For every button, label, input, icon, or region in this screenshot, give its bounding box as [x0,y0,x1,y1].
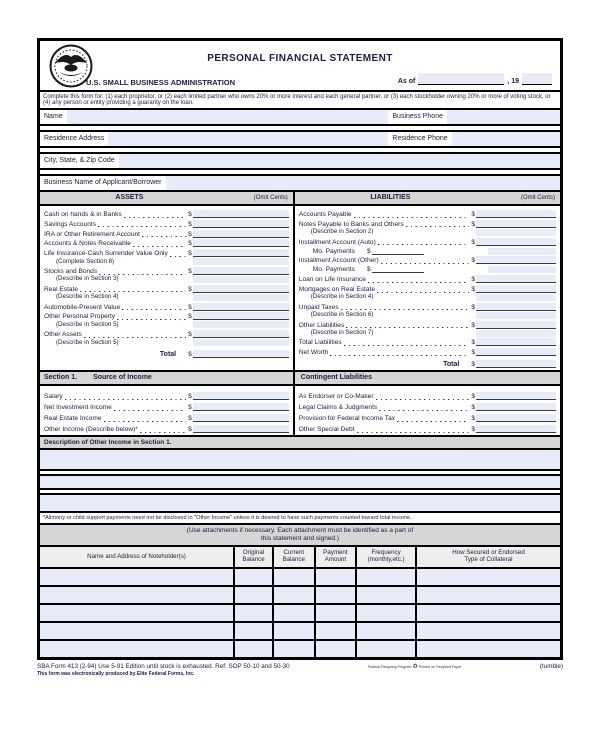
dot-leader [406,222,470,228]
assets-liabilities-table [40,192,560,372]
cell-noteholder[interactable] [40,623,235,639]
dollar-sign: $ [188,351,192,359]
liabilities-header-bar [295,192,560,206]
monthly-payment-label: Mo. Payments [312,266,355,274]
attachments-note-line2: this statement and signed.) [260,534,340,542]
cell-collateral[interactable] [417,569,560,585]
asset-row [44,265,289,275]
city-state-zip-row [40,154,560,170]
amount-field[interactable] [476,256,556,264]
income-row [44,411,289,422]
dollar-sign: $ [366,266,371,274]
dot-leader [99,269,186,275]
residence-phone-field[interactable] [452,132,560,146]
amount-field[interactable] [193,230,289,238]
assets-total-row [44,346,289,360]
note-fill-field[interactable] [476,312,556,319]
residence-phone-label: Residence Phone [392,134,448,142]
amount-field[interactable] [476,210,556,218]
contingent-label: As Endorser or Co-Maker [298,393,374,401]
as-of-line [398,73,552,85]
dot-leader [65,394,186,400]
liability-label: Other Liabilities [298,321,345,329]
note-fill-field[interactable] [193,294,289,301]
section1-title: Source of Income [93,374,152,382]
liability-label: Mortgages on Real Estate [298,285,376,293]
noteholder-table-row [40,641,560,657]
dollar-sign: $ [188,267,192,275]
liability-label: Loan on Life Insurance [298,276,366,284]
col-header-current-balance: Current Balance [274,547,316,567]
business-name-row [40,176,560,192]
income-row [44,422,289,433]
dollar-sign: $ [188,404,192,412]
dollar-sign: $ [188,303,192,311]
asset-label: Life Insurance-Cash Surrender Value Only [44,250,168,258]
name-field[interactable] [67,110,389,124]
asset-row [44,247,289,257]
other-income-description-field[interactable] [40,495,560,513]
dollar-sign: $ [188,230,192,238]
dot-leader [104,416,187,422]
cell-collateral[interactable] [417,623,560,639]
noteholder-table-row [40,605,560,623]
asset-row [44,228,289,238]
liability-row [299,273,556,283]
asset-label: Cash on hands & in Banks [44,210,122,218]
dot-leader [98,222,186,228]
income-column [40,386,295,435]
dot-leader [368,277,469,283]
dot-leader [346,323,469,329]
form-title: PERSONAL FINANCIAL STATEMENT [207,53,393,64]
note-fill-field[interactable] [476,229,556,236]
amount-field[interactable] [476,414,556,422]
asset-label: Other Assets [44,331,82,339]
note-fill-field[interactable] [476,330,556,337]
agency-name: U.S. SMALL BUSINESS ADMINISTRATION [86,78,236,87]
name-row [40,110,560,126]
asset-label: Automobile-Present Value [44,303,121,311]
income-contingent-table [40,386,560,437]
noteholder-table-row [40,623,560,641]
asset-note-row [44,320,289,328]
asset-label: Other Personal Property [44,313,116,321]
liability-label: Installment Account (Auto) [298,238,376,246]
amount-field[interactable] [193,267,289,275]
dot-leader [114,405,186,411]
income-label: Salary [44,393,63,401]
business-name-label: Business Name of Applicant/Borrower [44,178,162,186]
asset-note: (Describe in Section 5) [56,320,119,328]
city-state-zip-label: City, State, & Zip Code [44,156,115,164]
amount-field[interactable] [476,392,556,400]
liabilities-total-label: Total [443,361,460,369]
contingent-column [295,386,560,435]
other-income-description-field[interactable] [40,450,560,471]
residence-row [40,132,560,148]
cell-collateral[interactable] [417,587,560,603]
liabilities-total-field[interactable] [476,360,556,368]
cell-frequency[interactable] [357,641,417,657]
cell-current-balance[interactable] [274,623,316,639]
asset-note: (Describe in Section 3) [56,275,119,283]
cell-frequency[interactable] [357,623,417,639]
amount-field[interactable] [193,330,289,338]
asset-note-row [44,257,289,265]
income-row [44,400,289,411]
dollar-sign: $ [188,393,192,401]
amount-field[interactable] [193,249,289,257]
dollar-sign: $ [471,210,475,218]
dollar-sign: $ [471,404,475,412]
recycle-note [290,663,540,670]
cell-payment-amount[interactable] [316,569,358,585]
dot-leader [330,350,469,356]
as-of-date-field[interactable] [418,73,504,85]
cell-payment-amount[interactable] [316,623,358,639]
liability-note: (Describe in Section 2) [310,228,374,236]
dot-leader [354,212,470,218]
cell-original-balance[interactable] [235,623,274,639]
dot-leader [133,241,186,247]
dollar-sign: $ [471,276,475,284]
asset-row [44,283,289,293]
assets-total-label: Total [159,351,177,359]
sba-form-413 [37,38,563,660]
liability-note: (Describe in Section 4) [310,293,374,301]
liability-row [299,346,556,356]
year-field[interactable] [522,73,552,85]
other-income-description-field[interactable] [40,476,560,490]
dollar-sign: $ [471,321,475,329]
cell-payment-amount[interactable] [316,587,358,603]
amount-field[interactable] [193,312,289,320]
liability-note-row [299,311,556,319]
contingent-row [299,422,556,433]
monthly-payment-field[interactable] [372,247,424,255]
asset-note-row [44,293,289,301]
section1-number: Section 1. [44,374,78,382]
recycle-program-text: Federal Recycling Program [367,664,412,669]
income-label: Other Income (Describe below)* [44,426,138,434]
asset-row [44,238,289,248]
cell-noteholder[interactable] [40,569,235,585]
liability-label: Unpaid Taxes [298,303,339,311]
dollar-sign: $ [471,257,475,265]
cell-original-balance[interactable] [235,641,274,657]
asset-label: IRA or Other Retirement Account [44,230,141,238]
assets-column [40,192,295,370]
col-header-collateral: How Secured or Endorsed Type of Collateral [452,549,525,563]
contingent-row [299,400,556,411]
liability-row [299,218,556,228]
contingent-label: Provision for Federal Income Tax [298,415,396,423]
asset-row [44,208,289,218]
dot-leader [170,251,186,257]
dot-leader [117,314,186,320]
dollar-sign: $ [471,361,475,369]
amount-field[interactable] [476,425,556,433]
asset-note: (Describe in Section 4) [56,293,119,301]
note-fill-field[interactable] [193,276,289,283]
asset-label: Stocks and Bonds [44,267,98,275]
residence-address-field[interactable] [108,132,388,146]
col-header-frequency: Frequency (monthly,etc.) [357,547,417,567]
dot-leader [84,332,186,338]
business-phone-field[interactable] [447,110,560,124]
dollar-sign: $ [188,240,192,248]
liability-note-row [299,228,556,236]
cell-noteholder[interactable] [40,587,235,603]
asset-note: (Describe in Section 5) [56,338,119,346]
contingent-label: Other Special Debt [298,426,355,434]
form-header [40,41,560,92]
dollar-sign: $ [188,426,192,434]
dollar-sign: $ [471,339,475,347]
assets-total-field[interactable] [193,350,289,358]
amount-field[interactable] [476,285,556,293]
col-header-noteholder: Name and Address of Noteholder(s) [40,547,235,567]
instruction-bar: Complete this form for: (1) each proprietor, or (2) each limited partner who owns 20% or more interest and each general partner, or (3) each stockholder owning 20% or more of voting stock, or (4) any person or entity providing a guaranty on the loan. [40,92,560,110]
dot-leader [142,232,186,238]
noteholder-table-header [40,547,560,569]
business-phone-label: Business Phone [392,112,443,120]
dollar-sign: $ [188,250,192,258]
alimony-footnote: *Alimony or child support payments need not be disclosed in "Other Income" unless it is desired to have such payments counted toward total income. [40,513,560,525]
city-state-zip-field[interactable] [119,154,560,168]
dot-leader [341,305,470,311]
amount-field[interactable] [193,239,289,247]
amount-field[interactable] [476,321,556,329]
dollar-sign: $ [188,210,192,218]
as-of-label: As of [397,78,416,85]
asset-label: Savings Accounts [44,220,97,228]
noteholder-table-row [40,569,560,587]
assets-omit-cents: (Omit Cents) [253,195,288,202]
dot-leader [357,427,470,433]
monthly-payment-field[interactable] [372,265,424,273]
amount-field[interactable] [193,403,289,411]
cell-collateral[interactable] [417,641,560,657]
income-label: Real Estate Income [44,415,102,423]
dot-leader [122,305,186,311]
liabilities-column [295,192,560,370]
cell-payment-amount[interactable] [316,605,358,621]
amount-field[interactable] [476,275,556,283]
cell-frequency[interactable] [357,605,417,621]
liability-note-row [299,329,556,337]
dollar-sign: $ [366,247,371,255]
dollar-sign: $ [188,220,192,228]
assets-header: ASSETS [115,194,144,202]
business-name-field[interactable] [166,176,561,190]
dot-leader [377,287,469,293]
name-label: Name [44,112,63,120]
cell-collateral[interactable] [417,605,560,621]
liability-label: Net Worth [298,349,329,357]
tumble-text: (tumble) [539,662,563,670]
cell-current-balance[interactable] [274,605,316,621]
liability-note: (Describe in Section 7) [310,329,374,337]
income-label: Net Investment Income [44,404,112,412]
cell-original-balance[interactable] [235,569,274,585]
dollar-sign: $ [188,285,192,293]
asset-note-row [44,338,289,346]
attachments-note-line1: (Use attachments if necessary. Each attachment must be identified as a part of [186,527,414,535]
liability-note: (Describe in Section 6) [310,311,374,319]
dot-leader [397,416,469,422]
col-header-original-balance: Original Balance [235,547,274,567]
dot-leader [124,212,186,218]
form-id-text: SBA Form 413 (2-94) Use 5-91 Edition until stock is exhausted. Ref: SOP 50-10 and 50-30 [37,662,290,670]
asset-note: (Complete Section 8) [56,257,115,265]
contingent-label: Legal Claims & Judgments [298,404,378,412]
cell-payment-amount[interactable] [316,641,358,657]
amount-field[interactable] [476,220,556,228]
liability-row [299,301,556,311]
other-income-description-bar: Description of Other Income in Section 1. [40,437,560,450]
monthly-payment-label: Mo. Payments [312,247,355,255]
amount-field[interactable] [193,425,289,433]
recycle-icon: ♻ [412,663,418,670]
amount-field[interactable] [476,303,556,311]
section1-bar [40,372,295,384]
noteholder-table-row [40,587,560,605]
dollar-sign: $ [471,415,475,423]
asset-label: Accounts & Notes Receivable [44,240,131,248]
asset-row [44,218,289,228]
contingent-row [299,411,556,422]
note-fill-field[interactable] [193,339,289,346]
dollar-sign: $ [471,303,475,311]
contingent-liabilities-bar: Contingent Liabilities [295,372,560,384]
dollar-sign: $ [471,349,475,357]
monthly-payment-row [299,246,556,255]
col-header-payment-amount: Payment Amount [316,547,358,567]
liability-row [299,337,556,347]
liability-row [299,236,556,246]
liability-row [299,255,556,265]
amount-field[interactable] [476,348,556,356]
produced-by-text: This form was electronically produced by Elite Federal Forms, Inc. [37,670,195,677]
amount-field[interactable] [193,210,289,218]
monthly-payment-row [299,264,556,273]
liability-label: Installment Account (Other) [298,257,379,265]
liabilities-omit-cents: (Omit Cents) [520,195,555,202]
dot-leader [378,240,470,246]
page-footer [37,663,563,677]
dollar-sign: $ [471,393,475,401]
dollar-sign: $ [471,285,475,293]
liability-label: Total Liabilities [298,339,342,347]
dot-leader [376,394,470,400]
note-fill-field[interactable] [193,321,289,328]
section-bars [40,372,560,386]
note-fill-field[interactable] [488,266,556,273]
dollar-sign: $ [188,331,192,339]
cell-frequency[interactable] [357,569,417,585]
liabilities-header: LIABILITIES [370,194,411,202]
liability-row [299,319,556,329]
liability-row [299,208,556,218]
amount-field[interactable] [193,414,289,422]
dot-leader [344,340,470,346]
dollar-sign: $ [188,415,192,423]
cell-original-balance[interactable] [235,605,274,621]
cell-noteholder[interactable] [40,641,235,657]
cell-current-balance[interactable] [274,587,316,603]
residence-address-label: Residence Address [44,134,105,142]
note-fill-field[interactable] [488,248,556,255]
cell-current-balance[interactable] [274,569,316,585]
contingent-row [299,389,556,400]
asset-row [44,301,289,311]
dollar-sign: $ [471,238,475,246]
dollar-sign: $ [471,426,475,434]
cell-original-balance[interactable] [235,587,274,603]
liability-row [299,283,556,293]
amount-field[interactable] [193,220,289,228]
dot-leader [80,287,186,293]
cell-noteholder[interactable] [40,605,235,621]
dollar-sign: $ [188,313,192,321]
asset-row [44,328,289,338]
amount-field[interactable] [193,303,289,311]
year-prefix: , 19 [507,78,519,85]
dot-leader [379,405,469,411]
liability-label: Accounts Payable [298,210,352,218]
cell-frequency[interactable] [357,587,417,603]
attachments-note [40,525,560,547]
assets-header-bar [40,192,293,206]
note-fill-field[interactable] [193,258,289,265]
dot-leader [140,427,186,433]
asset-label: Real Estate [44,285,79,293]
note-fill-field[interactable] [476,294,556,301]
recycle-paper-text: Printed on Recycled Paper [418,664,462,669]
asset-row [44,311,289,321]
liabilities-total-row [299,356,556,370]
cell-current-balance[interactable] [274,641,316,657]
amount-field[interactable] [476,238,556,246]
asset-note-row [44,275,289,283]
dot-leader [381,258,470,264]
liability-label: Notes Payable to Banks and Others [298,220,404,228]
income-row [44,389,289,400]
amount-field[interactable] [193,285,289,293]
amount-field[interactable] [193,392,289,400]
liability-note-row [299,293,556,301]
dollar-sign: $ [471,220,475,228]
amount-field[interactable] [476,403,556,411]
amount-field[interactable] [476,338,556,346]
